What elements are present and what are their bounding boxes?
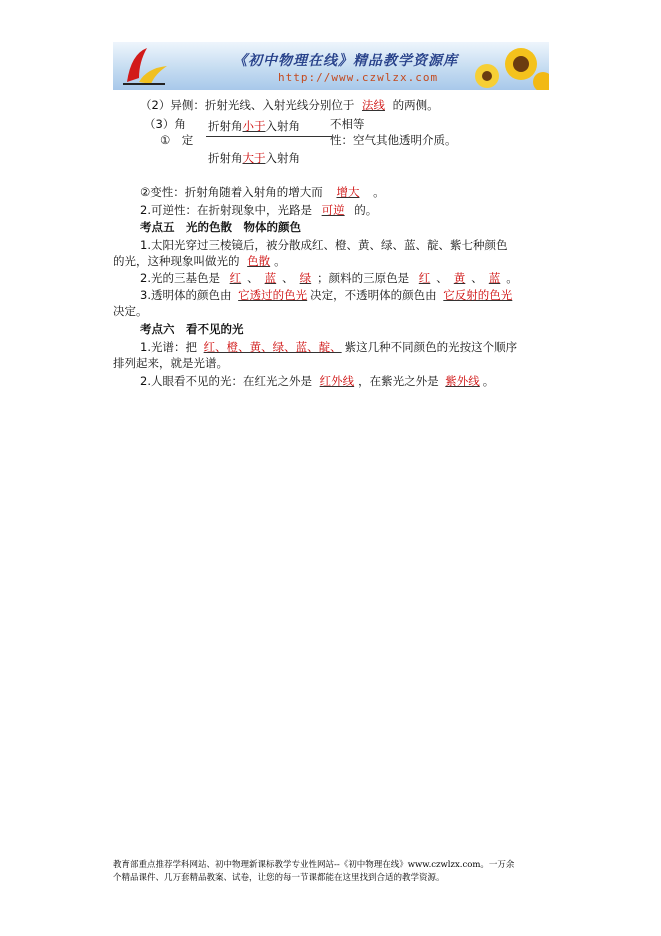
primary-colors-line: 2.光的三基色是 红 、 蓝 、 绿 ；颜料的三原色是 红 、 黄 、 蓝 。 xyxy=(140,271,518,285)
banner-url: http://www.czwlzx.com xyxy=(278,71,439,84)
answer-blue: 蓝 xyxy=(264,271,277,285)
fraction-divider xyxy=(206,136,332,137)
object-color-line-2: 决定。 xyxy=(113,304,148,318)
answer-infrared: 红外线 xyxy=(319,374,355,388)
angle-top-expression: 折射角小于入射角 xyxy=(208,119,300,133)
dispersion-line-1: 1.太阳光穿过三棱镜后，被分散成红、橙、黄、绿、蓝、靛、紫七种颜色 xyxy=(140,238,508,252)
footer-line-1: 教育部重点推荐学科网站、初中物理新课标教学专业性网站--《初中物理在线》www.czwlzx.com。一万余 xyxy=(113,860,515,870)
spectrum-line-2: 排列起来，就是光谱。 xyxy=(113,356,228,370)
answer-dispersion: 色散 xyxy=(247,254,271,268)
banner-title: 《初中物理在线》精品教学资源库 xyxy=(233,53,458,69)
answer-reversible: 可逆 xyxy=(321,203,345,217)
answer-pigment-blue: 蓝 xyxy=(488,271,501,285)
fixed-label: ① 定 xyxy=(160,133,194,147)
answer-red: 红 xyxy=(229,271,242,285)
dispersion-line-2: 的光，这种现象叫做光的 色散 。 xyxy=(113,254,286,268)
angle-label: （3）角 xyxy=(144,117,186,131)
footer-line-2: 个精品课件、几万套精品教案、试卷，让您的每一节课都能在这里找到合适的教学资源。 xyxy=(113,873,445,883)
answer-green: 绿 xyxy=(299,271,312,285)
media-note: 性：空气其他透明介质。 xyxy=(330,133,457,147)
answer-normal-line: 法线 xyxy=(361,98,385,112)
answer-reflected-light: 它反射的色光 xyxy=(443,288,513,302)
answer-less-than: 小于 xyxy=(242,119,266,133)
section-heading-5: 考点五 光的色散 物体的颜色 xyxy=(140,220,301,234)
unequal-label: 不相等 xyxy=(330,117,365,131)
answer-transmitted-light: 它透过的色光 xyxy=(238,288,308,302)
invisible-light-line: 2.人眼看不见的光：在红光之外是 红外线 ，在紫光之外是 紫外线 。 xyxy=(140,374,495,388)
answer-increase: 增大 xyxy=(336,185,360,199)
answer-pigment-red: 红 xyxy=(418,271,431,285)
answer-spectrum-colors: 红、橙、黄、绿、蓝、靛、 xyxy=(203,340,342,354)
angle-bottom-expression: 折射角大于入射角 xyxy=(208,151,300,165)
reversibility-line: 2.可逆性：在折射现象中，光路是 可逆 的。 xyxy=(140,203,378,217)
header-banner xyxy=(113,42,549,90)
sunflower-icon xyxy=(459,42,549,90)
spectrum-line-1: 1.光谱：把 红、橙、黄、绿、蓝、靛、 紫这几种不同颜色的光按这个顺序 xyxy=(140,340,518,354)
refraction-side-line: （2）异侧：折射光线、入射光线分别位于 法线 的两侧。 xyxy=(140,98,439,112)
section-heading-6: 考点六 看不见的光 xyxy=(140,322,244,336)
object-color-line-1: 3.透明体的颜色由 它透过的色光 决定，不透明体的颜色由 它反射的色光 xyxy=(140,287,515,303)
logo-icon xyxy=(117,44,173,88)
answer-greater-than: 大于 xyxy=(242,151,266,165)
answer-pigment-yellow: 黄 xyxy=(453,271,466,285)
variability-line: ②变性：折射角随着入射角的增大而 增大 。 xyxy=(140,185,385,199)
answer-ultraviolet: 紫外线 xyxy=(445,374,480,388)
